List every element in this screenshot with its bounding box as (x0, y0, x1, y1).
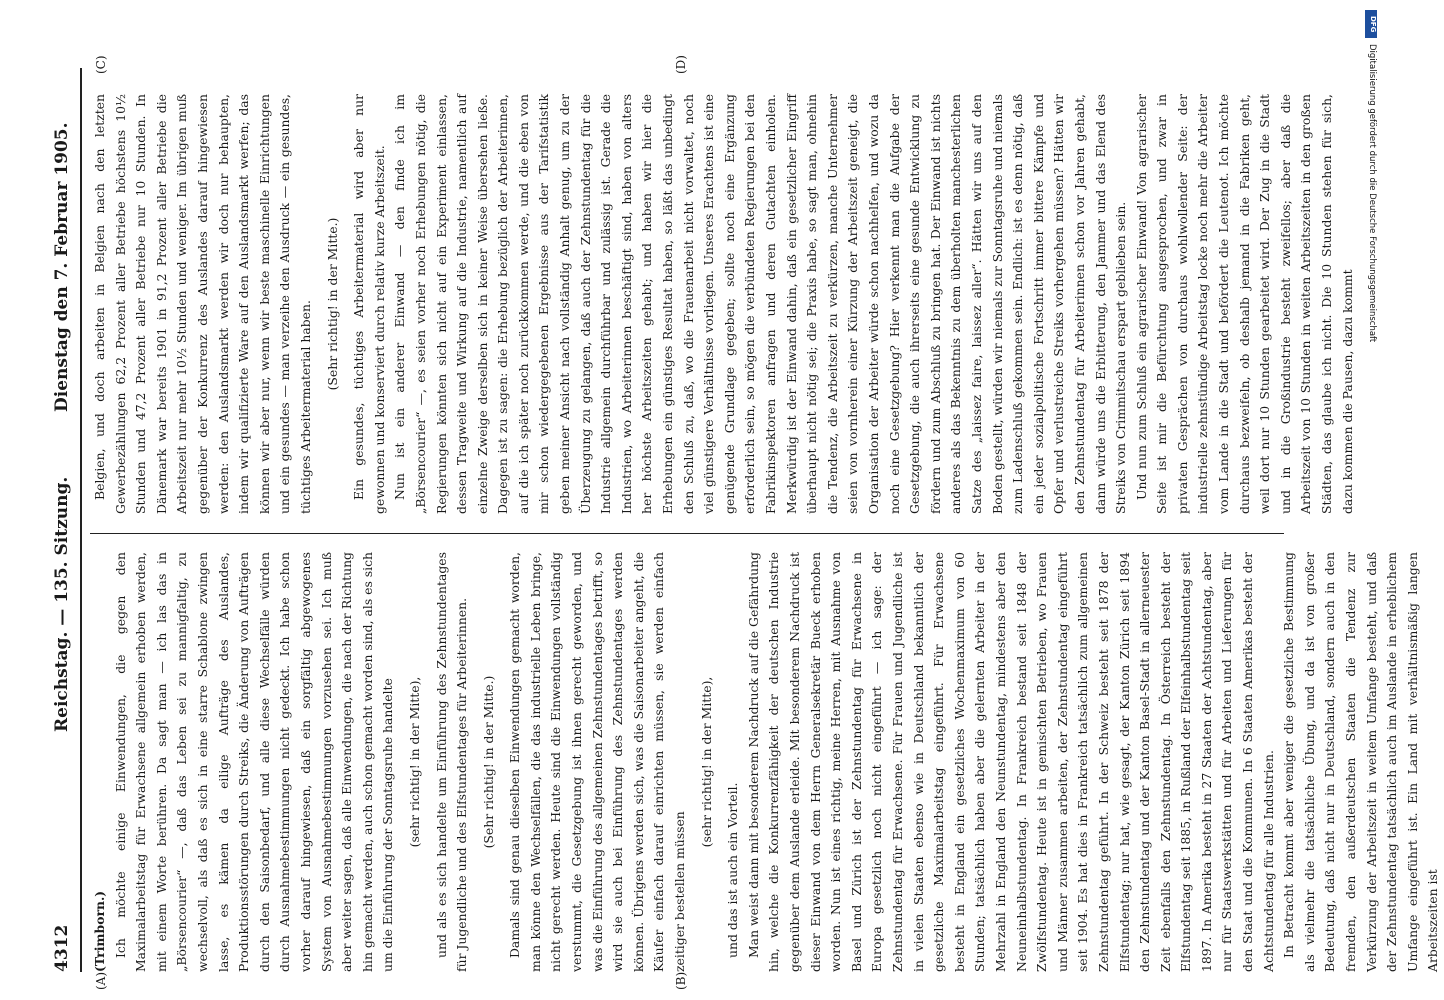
paragraph: und als es sich handelte um Einführung des Zehnstundentages für Jugendliche und des Elfstundentages für Arbeiterinnen. (433, 552, 470, 972)
right-column (90, 94, 1355, 514)
margin-marker-a: (A) (94, 971, 108, 990)
page-header (42, 68, 82, 972)
margin-marker-b: (B) (674, 971, 688, 990)
margin-marker-d: (D) (674, 55, 688, 74)
paragraph: Damals sind genau dieselben Einwendungen gemacht worden, man könne den Wechselfällen, die das industrielle Leben bringe, nicht gerecht werden. Heute sind die Einwendungen vollständig verstummt, die Gesetzgebung ist ihnen gerecht geworden, und was die Einführung des allgemeinen Zehnstundentages betrifft, so wird sie auch bei Einführung des Zehnstundentages werden können. Übrigens werden sich, was die Saisonarbeiter angeht, die Käufer einfach darauf einrichten müssen, sie werden einfach zeitiger bestellen müssen (507, 552, 688, 972)
margin-marker-c: (C) (94, 55, 108, 74)
sitting-title: Reichstag. — 135. Sitzung. (52, 476, 72, 732)
paragraph: Nun ist ein anderer Einwand — den finde ich im „Börsencourier“ —, es seien vorher noch Erhebungen nötig, die Regierungen könnten sich nicht auf ein Experiment einlassen, dessen Tragweite und Wirkung auf die Industrie, namentlich auf einzelne Zweige derselben sich in keiner Weise übersehen ließe. Dagegen ist zu sagen: die Erhebung bezüglich der Arbeiterinnen, auf die ich später noch zurückkommen werde, und die eben von mir schon wiedergegebenen Ergebnisse aus der Tarifstatistik geben meiner Ansicht nach vollständig Anhalt genug, um zu der Überzeugung zu gelangen, daß auch der Zehnstundentag für die Industrie allgemein durchführbar und zulässig ist. Gerade die Industrien, wo Arbeiterinnen beschäftigt sind, haben von alters her höchste Arbeitszeiten gehabt; und haben wir hier die Erhebungen ein günstiges Resultat haben, so läßt das unbedingt den Schluß zu, daß, wo die Frauenarbeit nicht vorwaltet, noch viel günstigere Verhältnisse vorliegen. Unseres Erachtens ist eine genügende Grundlage gegeben; sollte noch eine Ergänzung erforderlich sein, so mögen die verbündeten Regierungen bei den Fabrikinspektoren anfragen und deren Gutachten einholen. Merkwürdig ist der Einwand dahin, daß ein gesetzlicher Eingriff überhaupt nicht nötig sei; die Praxis habe, so sagt man, ohnehin die Tendenz, die Arbeitszeit zu verkürzen, manche Unternehmer seien von vornherein einer Kürzung der Arbeitszeit geneigt, die Organisation der Arbeiter würde schon nachhelfen, und wozu da noch eine Gesetzgebung? Hier verkennt man die Aufgabe der Gesetzgebung, die auch ihrerseits eine gesunde Entwicklung zu fördern und zum Abschluß zu bringen hat. Der Einwand ist nichts anderes als das Bekenntnis zu dem überholten manchesterlichen Satze des „laissez faire, laissez aller“. Hätten wir uns auf den Boden gestellt, würden wir niemals zur Sonntagsruhe und niemals zum Ladenschluß gekommen sein. Endlich: ist es denn nötig, daß ein jeder sozialpolitische Fortschritt immer bittere Kämpfe und Opfer und verlustreiche Streiks vorhergehen müssen? Hätten wir den Zehnstundentag für Arbeiterinnen schon vor Jahren gehabt, dann würde uns die Erbitterung, den Jammer und das Elend des Streiks von Crimmitschau erspart geblieben sein. (392, 94, 1129, 514)
left-column (90, 551, 1441, 972)
interjection: (Sehr richtig! in der Mitte.) (324, 217, 340, 391)
funding-note (1367, 4, 1377, 994)
paragraph: In Betracht kommt aber weniger die gesetzliche Bestimmung als vielmehr die tatsächliche Übung, und da ist von großer Bedeutung, daß nicht nur in Deutschland, sondern auch in den fremden, den außerdeutschen Staaten die Tendenz zur Verkürzung der Arbeitszeit in weitem Umfange besteht, und daß der Zehnstundentag tatsächlich auch im Auslande in erheblichem Umfange eingeführt ist. Ein Land mit verhältnismäßig langen Arbeitszeiten ist (1281, 552, 1441, 972)
interjection: (Sehr richtig! in der Mitte.) (480, 675, 496, 849)
column-divider (90, 533, 1284, 534)
paragraph: Man weist dann mit besonderem Nachdruck auf die Gefährdung hin, welche die Konkurrenzfähigkeit der deutschen Industrie gegenüber dem Auslande erleide. Mit besonderem Nachdruck ist dieser Einwand von dem Herrn Generalsekretär Bueck erhoben worden. Nun ist eines richtig, meine Herren, mit Ausnahme von Basel und Zürich ist der Zehnstundentag für Erwachsene in Europa gesetzlich noch nicht eingeführt — ich sage: der Zehnstundentag für Erwachsene. Für Frauen und Jugendliche ist in vielen Staaten ebenso wie in Deutschland bekanntlich der gesetzliche Maximalarbeitstag eingeführt. Für Erwachsene besteht in England ein gesetzliches Wochenmaximum von 60 Stunden; tatsächlich haben aber die gelernten Arbeiter in der Mehrzahl in England den Neunstundentag, mindestens aber den Neuneinhalbstundentag. In Frankreich bestand seit 1848 der Zwölfstundentag. Heute ist in gemischten Betrieben, wo Frauen und Männer zusammen arbeiten, der Zehnstundentag eingeführt seit 1904. Es hat dies in Frankreich tatsächlich zum allgemeinen Zehnstundentag geführt. In der Schweiz besteht seit 1878 der Elfstundentag; nur hat, wie gesagt, der Kanton Zürich seit 1894 den Zehnstundentag und der Kanton Basel-Stadt in allerneuester Zeit ebenfalls den Zehnstundentag. In Österreich besteht der Elfstundentag seit 1885, in Rußland der Elfeinhalbstundentag seit 1897. In Amerika besteht in 27 Staaten der Achtstundentag, aber nur für Staatswerkstätten und für Arbeiten und Lieferungen für den Staat und die Kommunen. In 6 Staaten Amerikas besteht der Achtstundentag für alle Industrien. (745, 552, 1276, 972)
interjection: (sehr richtig! in der Mitte), (698, 676, 714, 848)
speaker-name: (Trimborn.) (92, 890, 107, 972)
page-number: 4312 (52, 924, 72, 972)
interjection: (sehr richtig! in der Mitte), (406, 676, 422, 848)
dfg-logo: DFG (1365, 10, 1377, 38)
funding-note-text: Digitalisierung gefördert durch die Deutsche Forschungsgemeinschaft (1367, 44, 1377, 343)
paragraph: Belgien, und doch arbeiten in Belgien nach den letzten Gewerbezählungen 62,2 Prozent aller Betriebe höchstens 10½ Stunden und 47,2 Prozent aller Betriebe nur 10 Stunden. In Dänemark war bereits 1901 in 91,2 Prozent aller Betriebe die Arbeitszeit nur mehr 10½ Stunden und weniger. Im übrigen muß gegenüber der Konkurrenz des Auslandes darauf hingewiesen werden: den Auslandsmarkt werden wir doch nur behaupten, indem wir qualifizierte Ware auf den Auslandsmarkt werfen; das können wir aber nur, wenn wir beste maschinelle Einrichtungen und ein gesundes — man verzeihe den Ausdruck — ein gesundes, tüchtiges Arbeitermaterial haben. (92, 94, 313, 514)
paragraph: Ein gesundes, tüchtiges Arbeitermaterial wird aber nur gewonnen und konserviert durch relativ kurze Arbeitszeit. (351, 94, 387, 514)
sitting-date: Dienstag den 7. Februar 1905. (52, 122, 72, 412)
paragraph: und das ist auch ein Vorteil. (725, 782, 741, 958)
paragraph: Ich möchte einige Einwendungen, die gegen den Maximalarbeitstag für Erwachsene allgemein erhoben werden, mit einem Worte berühren. Da sagt man — ich las das in „Börsencourier“ —, daß das Leben sei zu mannigfaltig, zu wechselvoll, als daß es sich in eine starre Schablone zwingen lasse, es kämen da eilige Aufträge des Auslandes, Produktionsstörungen durch Streiks, die Änderung von Aufträgen durch den Saisonbedarf, und alle diese Wechselfälle würden durch Ausnahmebestimmungen nicht gedeckt. Ich habe schon vorher darauf hingewiesen, daß ein sorgfältig abgewogenes System von Ausnahmebestimmungen vorzusehen sei. Ich muß aber weiter sagen, daß alle Einwendungen, die nach der Richtung hin gemacht werden, auch schon gemacht worden sind, als es sich um die Einführung der Sonntagsruhe handelte (112, 551, 396, 972)
paragraph: Und nun zum Schluß ein agrarischer Einwand! Von agrarischer Seite ist mir die Befürchtung ausgesprochen, und zwar in privaten Gesprächen von durchaus wohlwollender Seite: der industrielle zehnstündige Arbeitstag locke noch mehr die Arbeiter vom Lande in die Stadt und befördert die Leutenot. Ich möchte durchaus bezweifeln, ob deshalb jemand in die Fabriken geht, weil dort nur 10 Stunden gearbeitet wird. Der Zug in die Stadt und in die Großindustrie besteht zweifellos; aber daß die Arbeitszeit von 10 Stunden in weiten Arbeitszeiten in den großen Städten, das glaube ich nicht. Die 10 Stunden stehen für sich, dazu kommen die Pausen, dazu kommt (1133, 94, 1355, 514)
